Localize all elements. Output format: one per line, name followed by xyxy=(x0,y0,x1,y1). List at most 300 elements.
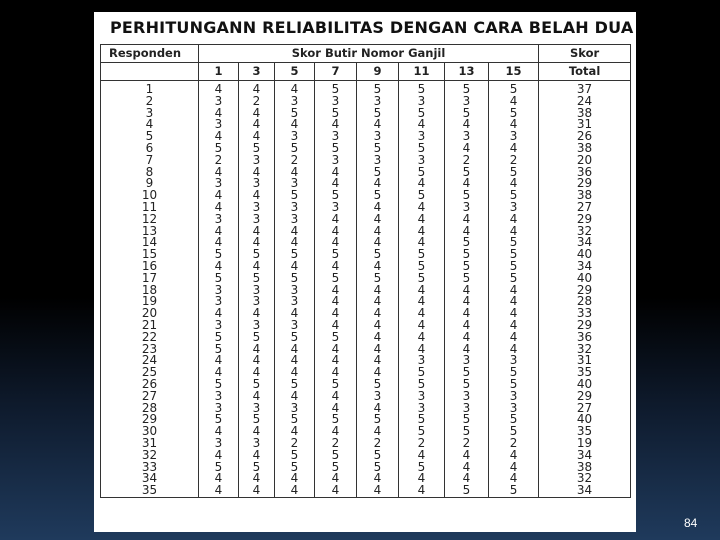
score-cell: 5 xyxy=(489,167,539,179)
score-cell: 4 xyxy=(399,119,445,131)
score-cell: 3 xyxy=(357,155,399,167)
score-cell: 5 xyxy=(275,414,315,426)
score-cell: 4 xyxy=(399,296,445,308)
score-cell: 4 xyxy=(357,367,399,379)
respondent-number-cell: 5 xyxy=(101,131,199,143)
total-score-cell: 31 xyxy=(539,119,631,131)
score-cell: 5 xyxy=(199,273,239,285)
score-cell: 5 xyxy=(399,261,445,273)
score-cell: 4 xyxy=(199,226,239,238)
score-cell: 5 xyxy=(445,237,489,249)
score-cell: 3 xyxy=(315,96,357,108)
score-cell: 5 xyxy=(445,249,489,261)
reliability-table-container xyxy=(100,44,630,522)
score-cell: 3 xyxy=(445,403,489,415)
total-score-cell: 34 xyxy=(539,485,631,497)
total-score-cell: 40 xyxy=(539,273,631,285)
table-row xyxy=(101,167,631,179)
table-row xyxy=(101,202,631,214)
table-row xyxy=(101,237,631,249)
score-cell: 4 xyxy=(199,261,239,273)
score-cell: 4 xyxy=(445,308,489,320)
table-row xyxy=(101,131,631,143)
score-cell: 5 xyxy=(199,379,239,391)
score-cell: 4 xyxy=(239,355,275,367)
score-cell: 4 xyxy=(275,261,315,273)
total-score-cell: 32 xyxy=(539,344,631,356)
header-respondent: Responden xyxy=(101,45,199,63)
score-cell: 3 xyxy=(445,131,489,143)
respondent-number-cell: 18 xyxy=(101,285,199,297)
score-cell: 3 xyxy=(489,391,539,403)
reliability-score-table xyxy=(100,44,631,498)
page-number: 84 xyxy=(684,516,698,530)
score-cell: 4 xyxy=(315,214,357,226)
score-cell: 4 xyxy=(489,178,539,190)
total-score-cell: 26 xyxy=(539,131,631,143)
score-cell: 5 xyxy=(489,485,539,497)
score-cell: 3 xyxy=(199,119,239,131)
table-row xyxy=(101,249,631,261)
total-score-cell: 35 xyxy=(539,367,631,379)
header-item-3: 3 xyxy=(239,63,275,81)
score-cell: 5 xyxy=(275,450,315,462)
score-cell: 4 xyxy=(315,426,357,438)
score-cell: 4 xyxy=(399,320,445,332)
table-row xyxy=(101,296,631,308)
total-score-cell: 27 xyxy=(539,202,631,214)
respondent-number-cell: 15 xyxy=(101,249,199,261)
score-cell: 3 xyxy=(275,214,315,226)
score-cell: 3 xyxy=(357,391,399,403)
score-cell: 4 xyxy=(275,167,315,179)
score-cell: 3 xyxy=(239,438,275,450)
score-cell: 4 xyxy=(489,214,539,226)
table-body xyxy=(101,81,631,498)
score-cell: 3 xyxy=(275,202,315,214)
score-cell: 5 xyxy=(445,367,489,379)
score-cell: 3 xyxy=(239,202,275,214)
respondent-number-cell: 16 xyxy=(101,261,199,273)
score-cell: 4 xyxy=(275,426,315,438)
table-row xyxy=(101,155,631,167)
score-cell: 5 xyxy=(199,143,239,155)
total-score-cell: 34 xyxy=(539,261,631,273)
score-cell: 5 xyxy=(489,249,539,261)
score-cell: 4 xyxy=(399,473,445,485)
respondent-number-cell: 20 xyxy=(101,308,199,320)
score-cell: 5 xyxy=(357,249,399,261)
header-item-13: 13 xyxy=(445,63,489,81)
score-cell: 3 xyxy=(239,178,275,190)
score-cell: 4 xyxy=(199,367,239,379)
score-cell: 3 xyxy=(239,155,275,167)
score-cell: 4 xyxy=(399,178,445,190)
score-cell: 4 xyxy=(357,344,399,356)
score-cell: 5 xyxy=(315,332,357,344)
score-cell: 5 xyxy=(489,414,539,426)
score-cell: 4 xyxy=(445,462,489,474)
score-cell: 3 xyxy=(489,355,539,367)
score-cell: 4 xyxy=(357,332,399,344)
score-cell: 4 xyxy=(489,285,539,297)
score-cell: 4 xyxy=(275,367,315,379)
header-respondent-blank xyxy=(101,63,199,81)
total-score-cell: 19 xyxy=(539,438,631,450)
score-cell: 3 xyxy=(357,96,399,108)
score-cell: 4 xyxy=(199,426,239,438)
score-cell: 4 xyxy=(445,332,489,344)
score-cell: 5 xyxy=(315,143,357,155)
score-cell: 5 xyxy=(199,462,239,474)
score-cell: 5 xyxy=(489,190,539,202)
score-cell: 4 xyxy=(357,119,399,131)
score-cell: 4 xyxy=(275,81,315,96)
score-cell: 5 xyxy=(357,450,399,462)
score-cell: 5 xyxy=(489,273,539,285)
score-cell: 3 xyxy=(239,403,275,415)
table-row xyxy=(101,473,631,485)
score-cell: 4 xyxy=(315,119,357,131)
table-row xyxy=(101,426,631,438)
score-cell: 5 xyxy=(489,426,539,438)
score-cell: 3 xyxy=(199,320,239,332)
score-cell: 5 xyxy=(445,81,489,96)
score-cell: 4 xyxy=(445,450,489,462)
score-cell: 4 xyxy=(199,485,239,497)
score-cell: 3 xyxy=(445,96,489,108)
respondent-number-cell: 2 xyxy=(101,96,199,108)
score-cell: 3 xyxy=(445,391,489,403)
header-item-5: 5 xyxy=(275,63,315,81)
score-cell: 4 xyxy=(489,462,539,474)
score-cell: 5 xyxy=(275,249,315,261)
score-cell: 4 xyxy=(199,167,239,179)
score-cell: 4 xyxy=(489,344,539,356)
score-cell: 3 xyxy=(275,96,315,108)
score-cell: 4 xyxy=(315,296,357,308)
table-row xyxy=(101,450,631,462)
total-score-cell: 35 xyxy=(539,426,631,438)
score-cell: 4 xyxy=(489,320,539,332)
score-cell: 4 xyxy=(399,214,445,226)
table-row xyxy=(101,214,631,226)
score-cell: 4 xyxy=(315,355,357,367)
total-score-cell: 31 xyxy=(539,355,631,367)
score-cell: 5 xyxy=(239,273,275,285)
score-cell: 4 xyxy=(199,108,239,120)
table-row xyxy=(101,81,631,96)
score-cell: 4 xyxy=(239,344,275,356)
score-cell: 5 xyxy=(357,379,399,391)
table-row xyxy=(101,119,631,131)
score-cell: 5 xyxy=(445,108,489,120)
score-cell: 3 xyxy=(357,131,399,143)
score-cell: 4 xyxy=(239,226,275,238)
score-cell: 4 xyxy=(239,190,275,202)
score-cell: 5 xyxy=(199,344,239,356)
score-cell: 5 xyxy=(239,249,275,261)
score-cell: 4 xyxy=(357,285,399,297)
score-cell: 5 xyxy=(399,426,445,438)
table-row xyxy=(101,143,631,155)
score-cell: 4 xyxy=(239,167,275,179)
respondent-number-cell: 14 xyxy=(101,237,199,249)
score-cell: 4 xyxy=(357,473,399,485)
total-score-cell: 27 xyxy=(539,403,631,415)
score-cell: 3 xyxy=(199,403,239,415)
score-cell: 4 xyxy=(315,320,357,332)
score-cell: 5 xyxy=(399,167,445,179)
score-cell: 4 xyxy=(239,237,275,249)
score-cell: 4 xyxy=(489,473,539,485)
score-cell: 4 xyxy=(357,226,399,238)
score-cell: 4 xyxy=(445,344,489,356)
respondent-number-cell: 26 xyxy=(101,379,199,391)
score-cell: 5 xyxy=(357,167,399,179)
score-cell: 3 xyxy=(489,131,539,143)
score-cell: 4 xyxy=(315,285,357,297)
table-row xyxy=(101,344,631,356)
score-cell: 4 xyxy=(239,108,275,120)
score-cell: 4 xyxy=(399,344,445,356)
total-score-cell: 36 xyxy=(539,332,631,344)
header-item-7: 7 xyxy=(315,63,357,81)
score-cell: 4 xyxy=(239,485,275,497)
score-cell: 5 xyxy=(399,462,445,474)
score-cell: 5 xyxy=(489,367,539,379)
score-cell: 3 xyxy=(445,355,489,367)
score-cell: 4 xyxy=(357,214,399,226)
score-cell: 3 xyxy=(399,131,445,143)
score-cell: 5 xyxy=(315,81,357,96)
score-cell: 4 xyxy=(199,308,239,320)
score-cell: 5 xyxy=(315,379,357,391)
score-cell: 4 xyxy=(445,214,489,226)
table-row xyxy=(101,438,631,450)
respondent-number-cell: 6 xyxy=(101,143,199,155)
header-row-items xyxy=(101,63,631,81)
score-cell: 3 xyxy=(275,296,315,308)
score-cell: 4 xyxy=(315,226,357,238)
score-cell: 5 xyxy=(445,273,489,285)
slide-title: PERHITUNGANN RELIABILITAS DENGAN CARA BELAH DUA xyxy=(110,18,634,37)
score-cell: 5 xyxy=(399,379,445,391)
score-cell: 5 xyxy=(357,108,399,120)
score-cell: 2 xyxy=(275,438,315,450)
total-score-cell: 29 xyxy=(539,320,631,332)
score-cell: 5 xyxy=(445,426,489,438)
score-cell: 4 xyxy=(489,308,539,320)
score-cell: 5 xyxy=(489,108,539,120)
total-score-cell: 38 xyxy=(539,190,631,202)
total-score-cell: 34 xyxy=(539,450,631,462)
score-cell: 5 xyxy=(239,143,275,155)
score-cell: 4 xyxy=(489,143,539,155)
score-cell: 4 xyxy=(275,355,315,367)
score-cell: 4 xyxy=(239,119,275,131)
table-row xyxy=(101,190,631,202)
score-cell: 5 xyxy=(357,143,399,155)
total-score-cell: 37 xyxy=(539,81,631,96)
score-cell: 4 xyxy=(445,473,489,485)
respondent-number-cell: 28 xyxy=(101,403,199,415)
score-cell: 5 xyxy=(275,108,315,120)
table-row xyxy=(101,403,631,415)
score-cell: 5 xyxy=(445,485,489,497)
score-cell: 4 xyxy=(399,450,445,462)
score-cell: 4 xyxy=(275,308,315,320)
score-cell: 5 xyxy=(445,261,489,273)
score-cell: 4 xyxy=(357,202,399,214)
score-cell: 2 xyxy=(239,96,275,108)
header-item-9: 9 xyxy=(357,63,399,81)
respondent-number-cell: 17 xyxy=(101,273,199,285)
score-cell: 5 xyxy=(399,190,445,202)
score-cell: 4 xyxy=(199,355,239,367)
score-cell: 4 xyxy=(489,332,539,344)
score-cell: 4 xyxy=(445,285,489,297)
score-cell: 3 xyxy=(399,96,445,108)
total-score-cell: 29 xyxy=(539,285,631,297)
score-cell: 4 xyxy=(275,226,315,238)
score-cell: 3 xyxy=(199,391,239,403)
total-score-cell: 38 xyxy=(539,462,631,474)
total-score-cell: 29 xyxy=(539,178,631,190)
score-cell: 4 xyxy=(357,403,399,415)
table-row xyxy=(101,462,631,474)
score-cell: 3 xyxy=(275,320,315,332)
table-row xyxy=(101,320,631,332)
score-cell: 4 xyxy=(199,450,239,462)
score-cell: 2 xyxy=(315,438,357,450)
score-cell: 2 xyxy=(489,438,539,450)
respondent-number-cell: 9 xyxy=(101,178,199,190)
score-cell: 5 xyxy=(275,190,315,202)
score-cell: 4 xyxy=(315,167,357,179)
score-cell: 4 xyxy=(399,237,445,249)
header-row-group xyxy=(101,45,631,63)
respondent-number-cell: 10 xyxy=(101,190,199,202)
table-row xyxy=(101,108,631,120)
score-cell: 5 xyxy=(445,167,489,179)
score-cell: 4 xyxy=(445,178,489,190)
score-cell: 3 xyxy=(239,296,275,308)
table-row xyxy=(101,96,631,108)
header-item-15: 15 xyxy=(489,63,539,81)
score-cell: 4 xyxy=(399,332,445,344)
score-cell: 3 xyxy=(489,403,539,415)
score-cell: 3 xyxy=(239,320,275,332)
score-cell: 4 xyxy=(445,119,489,131)
score-cell: 4 xyxy=(489,119,539,131)
total-score-cell: 32 xyxy=(539,226,631,238)
score-cell: 3 xyxy=(489,202,539,214)
score-cell: 5 xyxy=(489,261,539,273)
respondent-number-cell: 25 xyxy=(101,367,199,379)
respondent-number-cell: 19 xyxy=(101,296,199,308)
score-cell: 3 xyxy=(399,403,445,415)
score-cell: 3 xyxy=(275,178,315,190)
score-cell: 4 xyxy=(445,226,489,238)
table-row xyxy=(101,261,631,273)
score-cell: 3 xyxy=(199,285,239,297)
respondent-number-cell: 21 xyxy=(101,320,199,332)
respondent-number-cell: 11 xyxy=(101,202,199,214)
respondent-number-cell: 34 xyxy=(101,473,199,485)
score-cell: 5 xyxy=(239,414,275,426)
score-cell: 5 xyxy=(357,462,399,474)
score-cell: 3 xyxy=(315,131,357,143)
total-score-cell: 28 xyxy=(539,296,631,308)
respondent-number-cell: 27 xyxy=(101,391,199,403)
score-cell: 2 xyxy=(357,438,399,450)
score-cell: 4 xyxy=(239,131,275,143)
score-cell: 4 xyxy=(199,190,239,202)
score-cell: 4 xyxy=(239,473,275,485)
score-cell: 4 xyxy=(239,426,275,438)
total-score-cell: 36 xyxy=(539,167,631,179)
score-cell: 5 xyxy=(199,332,239,344)
score-cell: 2 xyxy=(399,438,445,450)
score-cell: 4 xyxy=(275,473,315,485)
total-score-cell: 40 xyxy=(539,379,631,391)
score-cell: 4 xyxy=(315,485,357,497)
respondent-number-cell: 4 xyxy=(101,119,199,131)
score-cell: 4 xyxy=(357,355,399,367)
score-cell: 3 xyxy=(199,296,239,308)
score-cell: 4 xyxy=(489,96,539,108)
score-cell: 3 xyxy=(275,285,315,297)
score-cell: 4 xyxy=(399,308,445,320)
score-cell: 2 xyxy=(445,438,489,450)
score-cell: 3 xyxy=(199,178,239,190)
score-cell: 5 xyxy=(399,273,445,285)
total-score-cell: 29 xyxy=(539,214,631,226)
score-cell: 4 xyxy=(275,344,315,356)
table-row xyxy=(101,367,631,379)
score-cell: 4 xyxy=(315,308,357,320)
score-cell: 4 xyxy=(489,296,539,308)
score-cell: 4 xyxy=(399,485,445,497)
header-odd-item-group: Skor Butir Nomor Ganjil xyxy=(199,45,539,63)
score-cell: 4 xyxy=(489,450,539,462)
score-cell: 4 xyxy=(315,473,357,485)
score-cell: 5 xyxy=(275,143,315,155)
total-score-cell: 32 xyxy=(539,473,631,485)
table-row xyxy=(101,379,631,391)
score-cell: 5 xyxy=(399,249,445,261)
table-row xyxy=(101,414,631,426)
score-cell: 3 xyxy=(315,202,357,214)
score-cell: 3 xyxy=(239,214,275,226)
score-cell: 5 xyxy=(399,81,445,96)
score-cell: 4 xyxy=(315,261,357,273)
total-score-cell: 33 xyxy=(539,308,631,320)
table-row xyxy=(101,391,631,403)
score-cell: 2 xyxy=(275,155,315,167)
score-cell: 5 xyxy=(315,108,357,120)
table-row xyxy=(101,226,631,238)
score-cell: 3 xyxy=(275,403,315,415)
score-cell: 3 xyxy=(315,155,357,167)
score-cell: 4 xyxy=(239,450,275,462)
score-cell: 5 xyxy=(199,249,239,261)
respondent-number-cell: 13 xyxy=(101,226,199,238)
total-score-cell: 40 xyxy=(539,249,631,261)
respondent-number-cell: 8 xyxy=(101,167,199,179)
score-cell: 5 xyxy=(357,414,399,426)
